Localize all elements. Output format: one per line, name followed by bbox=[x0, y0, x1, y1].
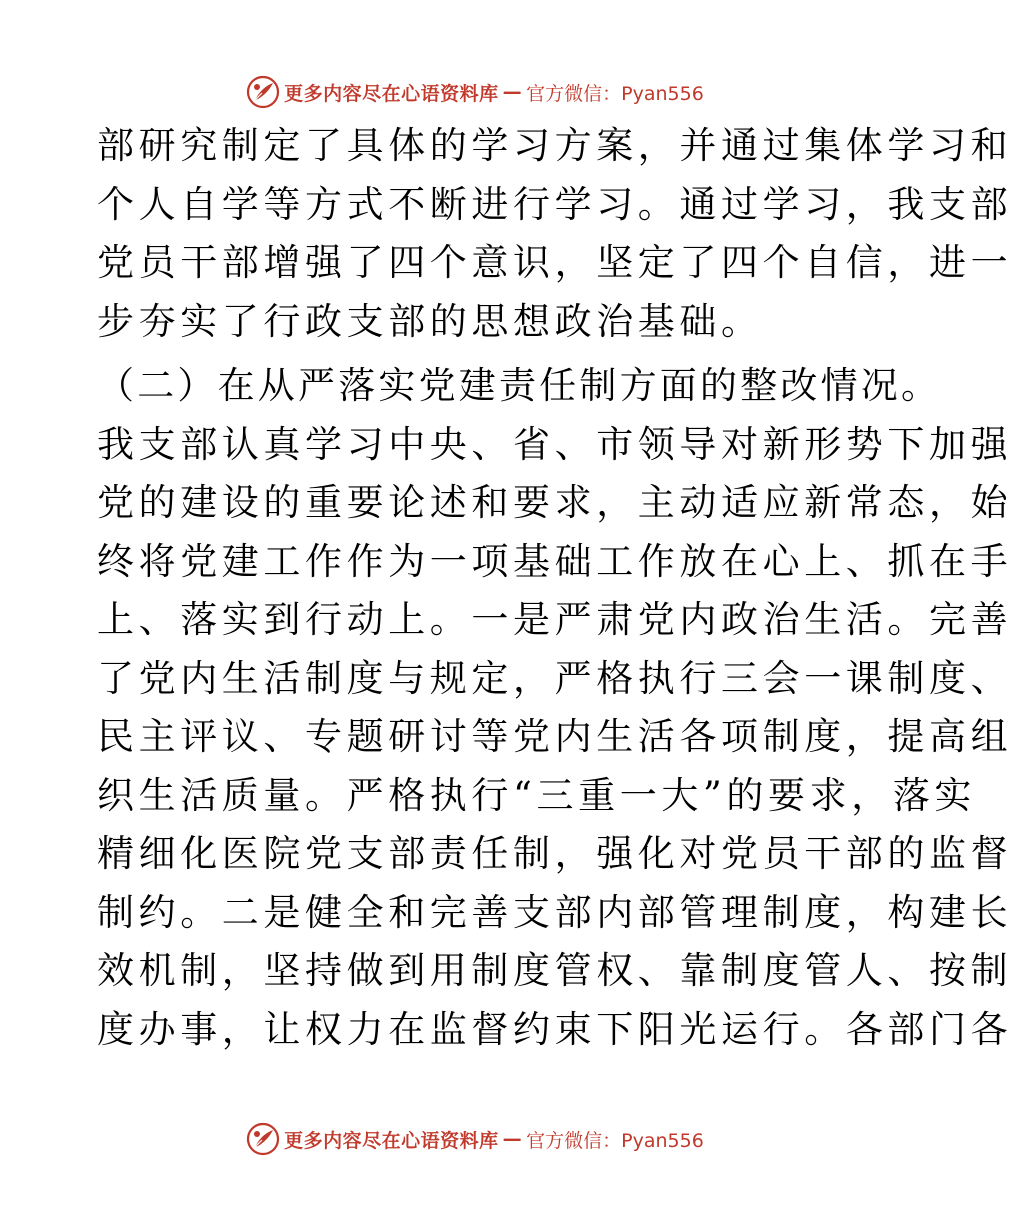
text-line: 民主评议、专题研讨等党内生活各项制度，提高组 bbox=[97, 715, 1012, 758]
text-line: 织生活质量。严格执行“三重一大”的要求，落实 bbox=[97, 773, 977, 817]
watermark-brand-text: 更多内容尽在心语资料库 bbox=[284, 82, 499, 105]
text-line: 步夯实了行政支部的思想政治基础。 bbox=[97, 299, 763, 343]
text-line: 精细化医院党支部责任制，强化对党员干部的监督 bbox=[97, 832, 1012, 875]
text-line: 上、落实到行动上。一是严肃党内政治生活。完善 bbox=[97, 598, 1012, 641]
feather-pen-logo-icon bbox=[246, 75, 280, 109]
feather-pen-logo-icon bbox=[246, 1122, 280, 1156]
text-line: 党的建设的重要论述和要求，主动适应新常态，始 bbox=[97, 481, 1012, 524]
watermark-separator: — bbox=[502, 81, 523, 103]
text-line: 个人自学等方式不断进行学习。通过学习，我支部 bbox=[97, 182, 1012, 226]
footer-watermark bbox=[0, 1119, 950, 1159]
watermark-separator: — bbox=[502, 1128, 523, 1150]
watermark-brand-text: 更多内容尽在心语资料库 bbox=[284, 1129, 499, 1152]
text-line: 效机制，坚持做到用制度管权、靠制度管人、按制 bbox=[97, 949, 1012, 992]
document-body bbox=[97, 117, 1012, 1059]
text-line: 我支部认真学习中央、省、市领导对新形势下加强 bbox=[97, 422, 1012, 466]
paragraph-1 bbox=[97, 117, 1012, 351]
text-line: 制约。二是健全和完善支部内部管理制度，构建长 bbox=[97, 890, 1012, 934]
text-line: 部研究制定了具体的学习方案，并通过集体学习和 bbox=[97, 124, 1012, 167]
text-line: 党员干部增强了四个意识，坚定了四个自信，进一 bbox=[97, 241, 1012, 284]
text-line: 度办事，让权力在监督约束下阳光运行。各部门各 bbox=[97, 1007, 1012, 1051]
text-line: 了党内生活制度与规定，严格执行三会一课制度、 bbox=[97, 656, 1012, 700]
section-heading: （二）在从严落实党建责任制方面的整改情况。 bbox=[97, 364, 942, 407]
paragraph-2 bbox=[97, 416, 1012, 1060]
watermark-contact-text: 官方微信：Pyan556 bbox=[526, 1129, 704, 1152]
text-line: 终将党建工作作为一项基础工作放在心上、抓在手 bbox=[97, 539, 1012, 583]
watermark-contact-text: 官方微信：Pyan556 bbox=[526, 82, 704, 105]
header-watermark bbox=[0, 72, 950, 112]
